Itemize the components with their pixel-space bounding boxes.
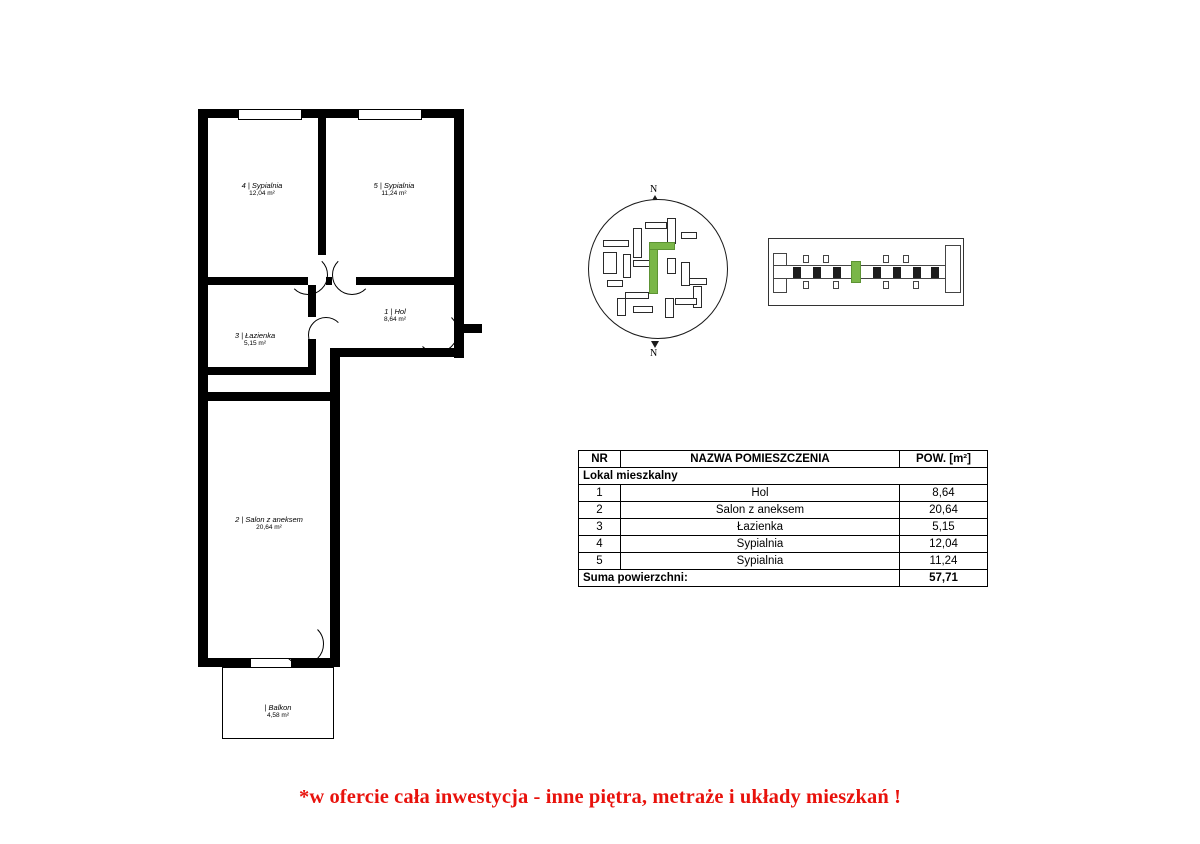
room-label-bedroom4: 4 | Sypialnia 12,04 m² — [241, 181, 283, 198]
wall-living-right — [330, 348, 340, 667]
keyplan-unit — [913, 267, 921, 278]
room-label-bedroom5: 5 | Sypialnia 11,24 m² — [373, 181, 415, 198]
room-label-bathroom: 3 | Łazienka 5,15 m² — [234, 331, 276, 348]
site-compass-block — [578, 186, 743, 371]
keyplan-unit — [793, 267, 801, 278]
site-block — [603, 252, 617, 274]
site-block — [633, 306, 653, 313]
keyplan-unit — [833, 267, 841, 278]
header-name: NAZWA POMIESZCZENIA — [621, 451, 900, 468]
site-block — [625, 292, 649, 299]
table-row — [579, 519, 988, 536]
site-block — [675, 298, 697, 305]
compass-south-label: N — [650, 348, 658, 359]
cell-name: Salon z aneksem — [621, 502, 900, 519]
keyplan-unit-highlight — [851, 261, 861, 283]
building-key-plan — [768, 238, 964, 306]
area-table-body — [579, 468, 988, 587]
keyplan-detail — [823, 255, 829, 263]
floor-plan-drawing — [190, 95, 490, 760]
keyplan-unit — [893, 267, 901, 278]
wall-between-bedrooms — [318, 109, 326, 255]
keyplan-detail — [913, 281, 919, 289]
wall-living-top — [198, 392, 339, 401]
door-swing-bedroom5 — [332, 255, 372, 295]
site-block — [623, 254, 631, 278]
cell-name: Hol — [621, 485, 900, 502]
cell-pow: 8,64 — [900, 485, 988, 502]
area-table — [578, 450, 988, 587]
table-row — [579, 536, 988, 553]
compass-north-label: N — [650, 184, 658, 195]
room-label-hall: 1 | Hol 8,64 m² — [383, 307, 407, 324]
cell-name: Sypialnia — [621, 553, 900, 570]
table-sum-row — [579, 570, 988, 587]
keyplan-unit — [931, 267, 939, 278]
door-swing-balcony — [282, 623, 324, 665]
wall-bedrooms-hall — [198, 277, 464, 285]
wall-right-exterior-upper — [454, 109, 464, 334]
header-nr: NR — [579, 451, 621, 468]
keyplan-detail — [883, 255, 889, 263]
site-block — [667, 218, 676, 244]
area-table-wrapper — [578, 450, 988, 587]
site-block — [645, 222, 667, 229]
cell-name: Sypialnia — [621, 536, 900, 553]
table-row — [579, 502, 988, 519]
site-block — [607, 280, 623, 287]
cell-nr: 3 — [579, 519, 621, 536]
keyplan-detail — [903, 255, 909, 263]
wall-bathroom-bottom — [198, 367, 316, 375]
site-block — [633, 228, 642, 258]
site-plan-circle — [588, 199, 728, 339]
keyplan-unit — [813, 267, 821, 278]
cell-name: Łazienka — [621, 519, 900, 536]
cell-pow: 20,64 — [900, 502, 988, 519]
wall-hall-living — [330, 348, 464, 357]
site-block — [689, 278, 707, 285]
site-block — [681, 232, 697, 239]
header-pow: POW. [m²] — [900, 451, 988, 468]
site-block — [603, 240, 629, 247]
table-row — [579, 553, 988, 570]
window-bedroom4 — [238, 109, 302, 120]
keyplan-unit — [873, 267, 881, 278]
site-block — [667, 258, 676, 274]
keyplan-detail — [803, 281, 809, 289]
offer-footer-note: *w ofercie cała inwestycja - inne piętra, metraże i układy mieszkań ! — [298, 786, 902, 808]
cell-nr: 4 — [579, 536, 621, 553]
cell-nr: 1 — [579, 485, 621, 502]
cell-pow: 5,15 — [900, 519, 988, 536]
compass-south-arrow — [651, 341, 659, 348]
section-label: Lokal mieszkalny — [579, 468, 988, 485]
sum-value: 57,71 — [900, 570, 988, 587]
sum-label: Suma powierzchni: — [579, 570, 900, 587]
table-section-row — [579, 468, 988, 485]
cell-nr: 2 — [579, 502, 621, 519]
room-label-balcony: | Balkon 4,58 m² — [264, 703, 292, 720]
table-row — [579, 485, 988, 502]
cell-pow: 12,04 — [900, 536, 988, 553]
window-bedroom5 — [358, 109, 422, 120]
site-block-highlight-horizontal — [649, 242, 675, 250]
keyplan-detail — [833, 281, 839, 289]
site-block — [617, 298, 626, 316]
site-block — [665, 298, 674, 318]
area-table-head — [579, 451, 988, 468]
wall-left-exterior-upper — [198, 109, 208, 424]
cell-pow: 11,24 — [900, 553, 988, 570]
cell-nr: 5 — [579, 553, 621, 570]
keyplan-wing-right — [945, 245, 961, 293]
keyplan-detail — [883, 281, 889, 289]
room-label-living: 2 | Salon z aneksem 20,64 m² — [235, 515, 303, 532]
table-header-row — [579, 451, 988, 468]
keyplan-detail — [803, 255, 809, 263]
